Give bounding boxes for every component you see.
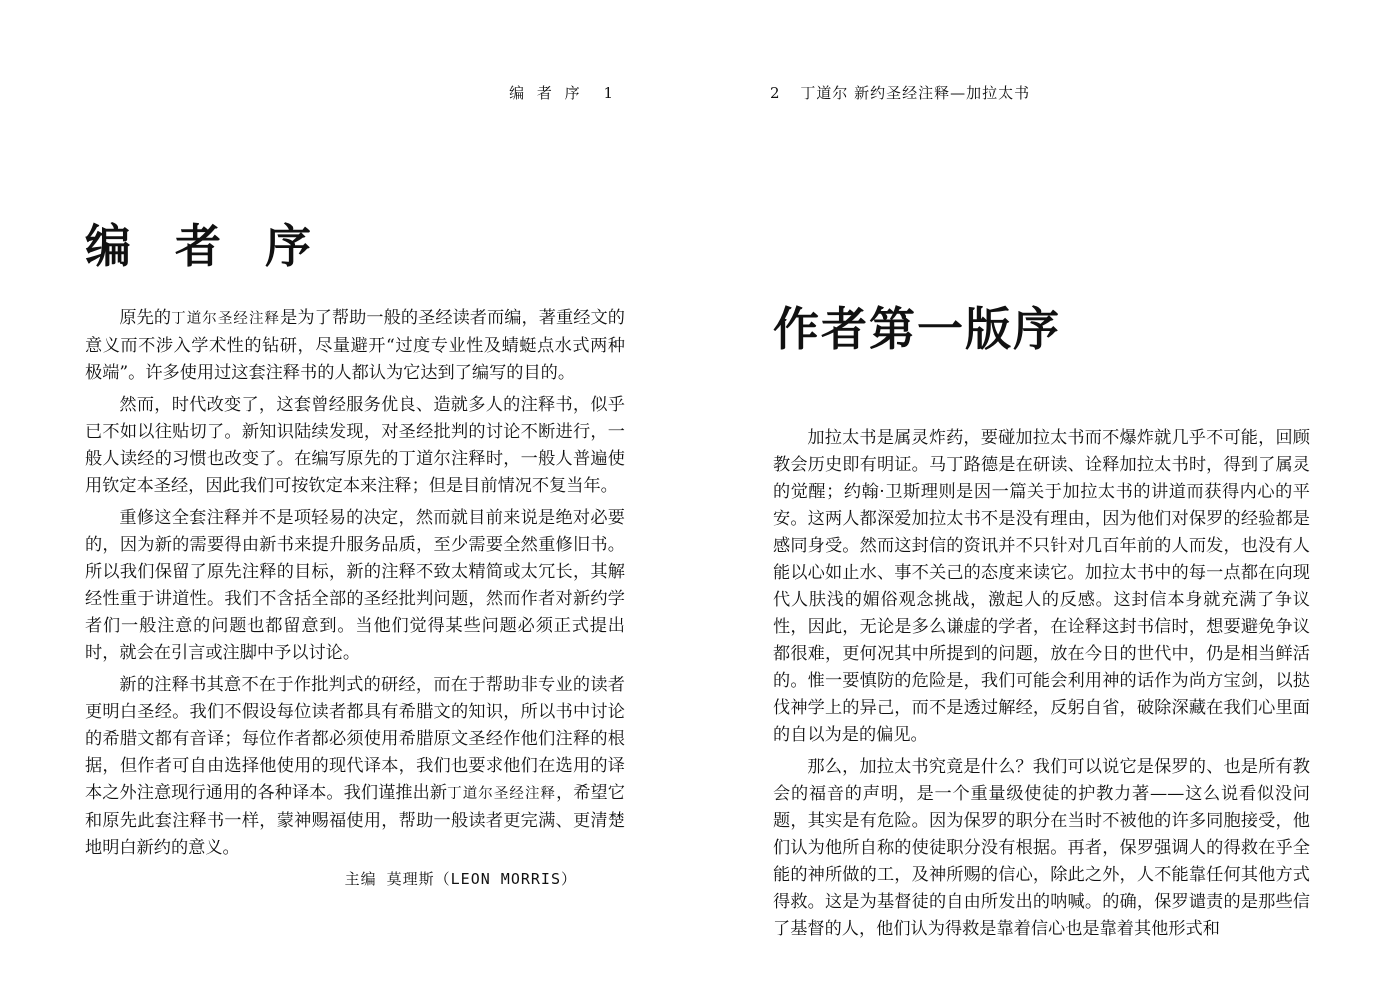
text-run: ，希望它和原先此套注释书一样，蒙神赐福使用，帮助一般读者更完满、更清楚地明白新约的意义。 <box>85 783 625 858</box>
text-run: 原先的 <box>119 308 172 328</box>
paragraph <box>85 305 625 387</box>
series-name: 丁道尔圣经注释 <box>171 311 281 327</box>
paragraph <box>85 505 625 667</box>
page-number: 2 <box>770 84 781 102</box>
series-name: 丁道尔圣经注释 <box>447 786 557 802</box>
running-head-title: 丁道尔 新约圣经注释—加拉太书 <box>800 84 1031 102</box>
body-text <box>85 305 625 891</box>
page-number: 1 <box>603 84 614 102</box>
paragraph <box>85 392 625 500</box>
running-head-left <box>509 82 628 103</box>
paragraph: 加拉太书是属灵炸药，要碰加拉太书而不爆炸就几乎不可能，回顾教会历史即有明证。马丁路德是在研读、诠释加拉太书时，得到了属灵的觉醒；约翰·卫斯理则是因一篇关于加拉太书的讲道而获得内心的平安。这两人都深爱加拉太书不是没有理由，因为他们对保罗的经验都是感同身受。然而这封信的资讯并不只针对几百年前的人而发，也没有人能以心如止水、事不关己的态度来读它。加拉太书中的每一点都在向现代人肤浅的媚俗观念挑战，激起人的反感。这封信本身就充满了争议性，因此，无论是多么谦虚的学者，在诠释这封书信时，想要避免争议都很难，更何况其中所提到的问题，放在今日的世代中，仍是相当鲜活的。惟一要慎防的危险是，我们可能会利用神的话作为尚方宝剑，以挞伐神学上的异己，而不是透过解经，反躬自省，破除深藏在我们心里面的自以为是的偏见。 <box>773 428 1310 745</box>
paragraph <box>85 672 625 862</box>
text-run: 新的注释书其意不在于作批判式的研经，而在于帮助非专业的读者更明白圣经。我们不假设每位读者都具有希腊文的知识，所以书中讨论的希腊文都有音译；每位作者都必须使用希腊原文圣经作他们注释的根据，但作者可自由选择他使用的现代译本，我们也要求他们在选用的译本之外注意现行通用的各种译本。我们谨推出新 <box>85 675 625 803</box>
editor-signature: 主编 莫理斯（LEON MORRIS） <box>344 870 577 888</box>
paragraph: 那么，加拉太书究竟是什么？我们可以说它是保罗的、也是所有教会的福音的声明，是一个重量级使徒的护教力著——这么说看似没问题，其实是有危险。因为保罗的职分在当时不被他的许多同胞接受，他们认为他所自称的使徒职分没有根据。再者，保罗强调人的得救在乎全能的神所做的工，及神所赐的信心，除此之外，人不能靠任何其他方式得救。这是为基督徒的自由所发出的呐喊。的确，保罗谴责的是那些信了基督的人，他们认为得救是靠着信心也是靠着其他形式和 <box>773 757 1310 939</box>
running-head-right <box>770 82 1030 103</box>
chapter-title: 编 者 序 <box>85 219 326 273</box>
body-text <box>773 425 1310 948</box>
chapter-title: 作者第一版序 <box>773 302 1061 356</box>
text-run: 重修这全套注释并不是项轻易的决定，然而就目前来说是绝对必要的，因为新的需要得由新书来提升服务品质，至少需要全然重修旧书。所以我们保留了原先注释的目标，新的注释不致太精简或太冗长，其解经性重于讲道性。我们不含括全部的圣经批判问题，然而作者对新约学者们一般注意的问题也都留意到。当他们觉得某些问题必须正式提出时，就会在引言或注脚中予以讨论。 <box>85 508 625 663</box>
running-head-title: 编 者 序 <box>509 84 584 102</box>
right-page <box>700 0 1400 989</box>
text-run: 然而，时代改变了，这套曾经服务优良、造就多人的注释书，似乎已不如以往贴切了。新知识陆续发现，对圣经批判的讨论不断进行，一般人读经的习惯也改变了。在编写原先的丁道尔注释时，一般人普遍使用钦定本圣经，因此我们可按钦定本来注释；但是目前情况不复当年。 <box>85 395 625 496</box>
text-run: 是为了帮助一般的圣经读者而编，著重经文的意义而不涉入学术性的钻研，尽量避开“过度专业性及蜻蜓点水式两种极端”。许多使用过这套注释书的人都认为它达到了编写的目的。 <box>85 308 625 383</box>
